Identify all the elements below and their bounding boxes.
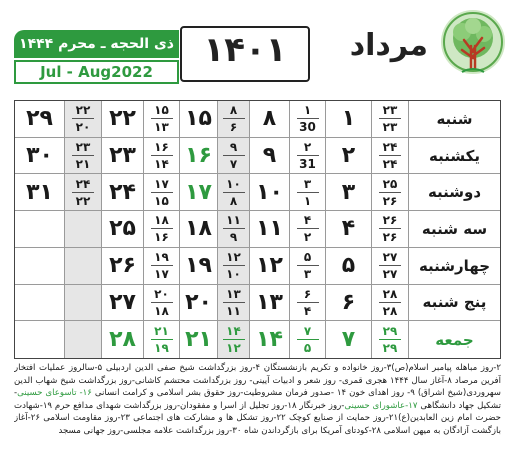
shamsi-day-cell xyxy=(250,174,290,211)
shamsi-day-cell xyxy=(15,174,65,211)
hijri-day-number: ۱۴ xyxy=(226,324,241,339)
hijri-day-number: ۱۰ xyxy=(226,176,241,191)
secondary-dates-cell xyxy=(372,101,409,138)
hijri-gregorian-pair xyxy=(297,140,319,171)
shamsi-day-cell xyxy=(102,248,144,285)
secondary-dates-cell xyxy=(290,174,326,211)
shamsi-day-number: ۱۹ xyxy=(185,253,212,279)
shamsi-day-number: ۲۲ xyxy=(109,106,136,132)
shamsi-day-number: ۱۰ xyxy=(256,179,283,205)
hijri-day-number: ۴ xyxy=(303,213,312,228)
shamsi-day-cell xyxy=(250,321,290,358)
empty-cell xyxy=(15,248,65,285)
shamsi-day-cell xyxy=(326,321,372,358)
date-divider xyxy=(151,265,173,266)
gregorian-day-number: ۱۰ xyxy=(226,267,241,282)
hijri-day-number: ۲۶ xyxy=(382,213,398,228)
hijri-day-number: ۲۲ xyxy=(75,103,91,118)
holiday-event-text: ۱۶- تاسوعای حسینی xyxy=(17,388,92,398)
date-divider xyxy=(297,155,319,156)
shamsi-day-cell xyxy=(102,174,144,211)
hijri-day-number: ۱۳ xyxy=(226,286,241,301)
weekday-label-cell xyxy=(409,248,500,285)
shamsi-day-number: ۱ xyxy=(341,106,356,132)
date-divider xyxy=(223,228,245,229)
date-divider xyxy=(297,339,319,340)
date-divider xyxy=(151,192,173,193)
weekday-label-cell xyxy=(409,174,500,211)
secondary-dates-cell xyxy=(372,285,409,322)
gregorian-day-number: ۱۳ xyxy=(154,120,169,135)
date-divider xyxy=(151,339,173,340)
empty-cell xyxy=(15,285,65,322)
hijri-day-number: ۲۷ xyxy=(382,250,398,265)
hijri-day-number: ۷ xyxy=(303,324,312,339)
secondary-dates-cell xyxy=(290,285,326,322)
date-divider xyxy=(223,155,245,156)
shamsi-day-cell xyxy=(180,101,218,138)
shamsi-day-number: ۲۰ xyxy=(185,289,212,315)
shamsi-day-number: ۳ xyxy=(341,179,356,205)
hijri-gregorian-pair xyxy=(151,287,173,318)
gregorian-day-number: ۱ xyxy=(303,193,312,208)
hijri-day-number: ۱۱ xyxy=(226,213,241,228)
hijri-day-number: ۱۲ xyxy=(226,250,241,265)
hijri-gregorian-pair xyxy=(72,103,94,134)
date-divider xyxy=(379,339,401,340)
date-divider xyxy=(223,118,245,119)
hijri-day-number: ۵ xyxy=(303,250,312,265)
shamsi-day-cell xyxy=(180,248,218,285)
shamsi-day-number: ۱۴ xyxy=(256,327,283,353)
hijri-gregorian-pair xyxy=(379,140,401,171)
shamsi-day-cell xyxy=(102,138,144,175)
hijri-day-number: ۳ xyxy=(303,176,312,191)
secondary-dates-cell xyxy=(65,101,102,138)
hijri-day-number: ۲ xyxy=(303,140,312,155)
hijri-day-number: ۱۵ xyxy=(154,103,169,118)
empty-cell xyxy=(65,248,102,285)
gregorian-day-number: ۴ xyxy=(303,303,312,318)
shamsi-day-number: ۲۸ xyxy=(109,327,136,353)
date-divider xyxy=(223,265,245,266)
empty-cell xyxy=(65,285,102,322)
date-divider xyxy=(151,118,173,119)
secondary-dates-cell xyxy=(290,211,326,248)
gregorian-day-number: ۲۴ xyxy=(382,157,398,172)
event-text: ۲-روز مباهله پیامبر اسلام(ص)۳-روز خانواده و تکریم بازنشستگان ۴-روز بزرگداشت شیخ صفی الدین اردبیلی ۵-سالروز عملیات افتخار آفرین مرصاد ۸-آغاز سال ۱۴۴۴ هجری قمری- روز شعر و ادبیات آیینی- روز بزرگداشت محتشم کاشانی-روز بزرگداشت شیخ شهاب الدین سهروردی(شیخ اشراق) ۹- روز اهدای خون ۱۴ -صدور فرمان مشروطیت-روز حقوق بشر اسلامی و کرامت انسانی xyxy=(14,363,501,398)
shamsi-day-number: ۱۷ xyxy=(185,179,212,205)
date-divider xyxy=(297,192,319,193)
gregorian-day-number: ۲ xyxy=(303,230,312,245)
hijri-day-number: ۱۷ xyxy=(154,176,169,191)
hijri-gregorian-pair xyxy=(151,177,173,208)
hijri-day-number: ۲۰ xyxy=(154,286,169,301)
weekday-name: شنبه xyxy=(436,109,473,128)
shamsi-day-number: ۱۵ xyxy=(185,106,212,132)
shamsi-day-cell xyxy=(250,138,290,175)
hijri-gregorian-pair xyxy=(151,213,173,244)
hijri-gregorian-pair xyxy=(151,324,173,355)
gregorian-day-number: ۸ xyxy=(229,193,238,208)
gregorian-day-number: ۲۶ xyxy=(382,193,398,208)
hijri-gregorian-pair xyxy=(379,177,401,208)
gregorian-day-number: ۶ xyxy=(229,120,238,135)
date-divider xyxy=(379,155,401,156)
shamsi-day-cell xyxy=(180,211,218,248)
gregorian-months-label: Jul - Aug2022 xyxy=(14,60,179,84)
weekday-name: دوشنبه xyxy=(427,183,482,202)
secondary-dates-cell xyxy=(290,248,326,285)
gregorian-day-number: 30 xyxy=(299,120,316,135)
shamsi-day-cell xyxy=(250,248,290,285)
shamsi-day-cell xyxy=(250,101,290,138)
shamsi-day-cell xyxy=(326,211,372,248)
shamsi-day-number: ۱۸ xyxy=(185,216,212,242)
gregorian-day-number: ۳ xyxy=(303,267,312,282)
weekday-name: جمعه xyxy=(435,330,474,349)
shamsi-day-cell xyxy=(326,248,372,285)
hijri-day-number: ۲۸ xyxy=(382,286,398,301)
shamsi-day-number: ۹ xyxy=(262,143,277,169)
date-divider xyxy=(151,302,173,303)
hijri-gregorian-pair xyxy=(151,140,173,171)
date-divider xyxy=(151,228,173,229)
secondary-dates-cell xyxy=(144,285,180,322)
shamsi-day-number: ۳۱ xyxy=(26,179,53,205)
hijri-day-number: ۲۵ xyxy=(382,176,398,191)
shamsi-day-cell xyxy=(250,285,290,322)
date-divider xyxy=(223,339,245,340)
hijri-gregorian-pair xyxy=(297,324,319,355)
hijri-day-number: ۲۳ xyxy=(75,140,91,155)
shamsi-day-cell xyxy=(15,101,65,138)
date-divider xyxy=(297,265,319,266)
hijri-day-number: ۲۴ xyxy=(75,176,91,191)
date-divider xyxy=(379,118,401,119)
hijri-gregorian-pair xyxy=(223,213,245,244)
date-divider xyxy=(72,118,94,119)
secondary-dates-cell xyxy=(218,138,250,175)
gregorian-day-number: ۷ xyxy=(229,157,238,172)
shamsi-day-cell xyxy=(15,138,65,175)
hijri-gregorian-pair xyxy=(379,103,401,134)
gregorian-day-number: ۲۱ xyxy=(75,157,91,172)
hijri-gregorian-pair xyxy=(223,250,245,281)
holiday-event-text: ۱۷-عاشورای حسینی xyxy=(344,400,418,411)
empty-cell xyxy=(15,321,65,358)
shamsi-day-cell xyxy=(180,174,218,211)
secondary-dates-cell xyxy=(218,101,250,138)
hijri-gregorian-pair xyxy=(72,140,94,171)
gregorian-day-number: ۱۴ xyxy=(154,157,169,172)
gregorian-day-number: ۱۲ xyxy=(226,341,241,356)
hijri-gregorian-pair xyxy=(223,287,245,318)
year-number: ۱۴۰۱ xyxy=(203,30,287,70)
secondary-dates-cell xyxy=(65,138,102,175)
secondary-dates-cell xyxy=(218,174,250,211)
date-divider xyxy=(223,302,245,303)
hijri-day-number: ۱۸ xyxy=(154,213,169,228)
hijri-gregorian-pair xyxy=(223,140,245,171)
gregorian-day-number: ۹ xyxy=(229,230,238,245)
hijri-gregorian-pair xyxy=(223,103,245,134)
secondary-dates-cell xyxy=(372,248,409,285)
empty-cell xyxy=(65,321,102,358)
secondary-dates-cell xyxy=(372,174,409,211)
hijri-gregorian-pair xyxy=(379,324,401,355)
hijri-gregorian-pair xyxy=(379,287,401,318)
date-divider xyxy=(223,192,245,193)
secondary-dates-cell xyxy=(144,321,180,358)
shamsi-day-number: ۲۶ xyxy=(109,253,136,279)
weekday-name: سه شنبه xyxy=(421,219,488,238)
tree-logo-icon xyxy=(436,8,510,90)
secondary-dates-cell xyxy=(218,211,250,248)
gregorian-day-number: ۲۰ xyxy=(75,120,91,135)
hijri-gregorian-pair xyxy=(223,324,245,355)
shamsi-day-cell xyxy=(102,211,144,248)
date-divider xyxy=(297,118,319,119)
gregorian-day-number: ۱۱ xyxy=(226,303,241,318)
gregorian-day-number: ۲۷ xyxy=(382,267,398,282)
secondary-dates-cell xyxy=(144,211,180,248)
shamsi-day-number: ۲۱ xyxy=(185,327,212,353)
hijri-gregorian-pair xyxy=(223,177,245,208)
secondary-dates-cell xyxy=(290,138,326,175)
gregorian-day-number: ۲۳ xyxy=(382,120,398,135)
weekday-label-cell xyxy=(409,211,500,248)
shamsi-day-number: ۲۴ xyxy=(109,179,136,205)
empty-cell xyxy=(65,211,102,248)
secondary-dates-cell xyxy=(290,101,326,138)
gregorian-day-number: ۲۸ xyxy=(382,303,398,318)
gregorian-day-number: ۲۶ xyxy=(382,230,398,245)
shamsi-day-number: ۵ xyxy=(341,253,356,279)
hijri-gregorian-pair xyxy=(297,213,319,244)
shamsi-day-number: ۲۹ xyxy=(26,106,53,132)
secondary-dates-cell xyxy=(144,248,180,285)
gregorian-day-number: ۱۶ xyxy=(154,230,169,245)
shamsi-day-cell xyxy=(326,101,372,138)
secondary-dates-cell xyxy=(372,321,409,358)
date-divider xyxy=(297,228,319,229)
hijri-day-number: ۶ xyxy=(303,286,312,301)
hijri-day-number: ۹ xyxy=(229,140,238,155)
hijri-day-number: ۱۶ xyxy=(154,140,169,155)
shamsi-day-number: ۸ xyxy=(262,106,277,132)
gregorian-day-number: ۱۸ xyxy=(154,303,169,318)
secondary-dates-cell xyxy=(372,211,409,248)
secondary-dates-cell xyxy=(144,138,180,175)
secondary-dates-cell xyxy=(290,321,326,358)
weekday-label-cell xyxy=(409,321,500,358)
shamsi-day-number: ۱۲ xyxy=(256,253,283,279)
date-divider xyxy=(379,228,401,229)
hijri-day-number: ۲۱ xyxy=(154,324,169,339)
gregorian-day-number: ۲۹ xyxy=(382,341,398,356)
gregorian-day-number: 31 xyxy=(299,157,316,172)
weekday-name: یکشنبه xyxy=(429,146,480,165)
hijri-day-number: ۸ xyxy=(229,103,238,118)
date-divider xyxy=(379,192,401,193)
shamsi-day-cell xyxy=(326,285,372,322)
gregorian-day-number: ۱۹ xyxy=(154,341,169,356)
secondary-dates-cell xyxy=(372,138,409,175)
shamsi-day-number: ۲۵ xyxy=(109,216,136,242)
shamsi-day-number: ۴ xyxy=(341,216,356,242)
hijri-day-number: ۱۹ xyxy=(154,250,169,265)
shamsi-day-cell xyxy=(102,321,144,358)
shamsi-day-cell xyxy=(102,285,144,322)
shamsi-day-number: ۶ xyxy=(341,289,356,315)
gregorian-day-number: ۱۵ xyxy=(154,193,169,208)
hijri-gregorian-pair xyxy=(72,177,94,208)
month-title: مرداد xyxy=(349,28,428,63)
empty-cell xyxy=(15,211,65,248)
shamsi-day-cell xyxy=(326,138,372,175)
shamsi-day-number: ۳۰ xyxy=(26,143,53,169)
hijri-gregorian-pair xyxy=(297,103,319,134)
shamsi-day-cell xyxy=(180,321,218,358)
calendar-grid xyxy=(14,100,501,359)
hijri-gregorian-pair xyxy=(379,250,401,281)
gregorian-day-number: ۲۲ xyxy=(75,193,91,208)
shamsi-day-cell xyxy=(180,138,218,175)
gregorian-day-number: ۱۷ xyxy=(154,267,169,282)
secondary-dates-cell xyxy=(65,174,102,211)
hijri-gregorian-pair xyxy=(151,250,173,281)
shamsi-day-number: ۲۳ xyxy=(109,143,136,169)
shamsi-day-cell xyxy=(102,101,144,138)
weekday-label-cell xyxy=(409,101,500,138)
hijri-gregorian-pair xyxy=(297,287,319,318)
secondary-dates-cell xyxy=(218,321,250,358)
hijri-day-number: ۲۹ xyxy=(382,324,398,339)
gregorian-day-number: ۵ xyxy=(303,341,312,356)
secondary-dates-cell xyxy=(218,248,250,285)
secondary-dates-cell xyxy=(144,174,180,211)
hijri-day-number: ۱ xyxy=(303,103,312,118)
events-list xyxy=(14,362,501,466)
shamsi-day-number: ۱۳ xyxy=(256,289,283,315)
hijri-day-number: ۲۴ xyxy=(382,140,398,155)
hijri-months-label: ذی الحجه ـ محرم ۱۴۴۴ xyxy=(14,30,179,58)
shamsi-day-number: ۱۶ xyxy=(185,143,212,169)
date-divider xyxy=(72,192,94,193)
shamsi-day-number: ۷ xyxy=(341,327,356,353)
shamsi-day-number: ۲۷ xyxy=(109,289,136,315)
date-divider xyxy=(379,265,401,266)
secondary-dates-cell xyxy=(218,285,250,322)
hijri-gregorian-pair xyxy=(297,250,319,281)
hijri-gregorian-pair xyxy=(297,177,319,208)
date-divider xyxy=(379,302,401,303)
weekday-label-cell xyxy=(409,138,500,175)
date-divider xyxy=(72,155,94,156)
weekday-label-cell xyxy=(409,285,500,322)
secondary-dates-cell xyxy=(144,101,180,138)
shamsi-day-cell xyxy=(180,285,218,322)
weekday-name: پنج شنبه xyxy=(422,293,487,312)
event-text: -روز خبرنگار ۱۸-روز تجلیل از اسرا و مفقودان-روز بزرگداشت شهدای مدافع حرم ۱۹-شهادت حضرت امام زین العابدین(ع)۲۱-روز حمایت از صنایع کوچک ۲۲-روز تشکل ها و مشارکت های اجتماعی ۲۳-روز مقاومت اسلامی ۲۶-آغاز بازگشت آزادگان به میهن اسلامی ۲۸-کودتای آمریکا برای بازگرداندن شاه ۳۰-روز بزرگداشت علامه مجلسی-روز جهانی مسجد xyxy=(14,400,501,436)
hijri-day-number: ۲۳ xyxy=(382,103,398,118)
weekday-name: چهارشنبه xyxy=(418,256,491,275)
shamsi-day-number: ۱۱ xyxy=(256,216,283,242)
shamsi-day-cell xyxy=(250,211,290,248)
hijri-gregorian-pair xyxy=(151,103,173,134)
date-divider xyxy=(297,302,319,303)
event-text: -تشکیل جهاد دانشگاهی xyxy=(14,388,501,411)
shamsi-day-cell xyxy=(326,174,372,211)
date-divider xyxy=(151,155,173,156)
hijri-gregorian-pair xyxy=(379,213,401,244)
shamsi-day-number: ۲ xyxy=(341,143,356,169)
